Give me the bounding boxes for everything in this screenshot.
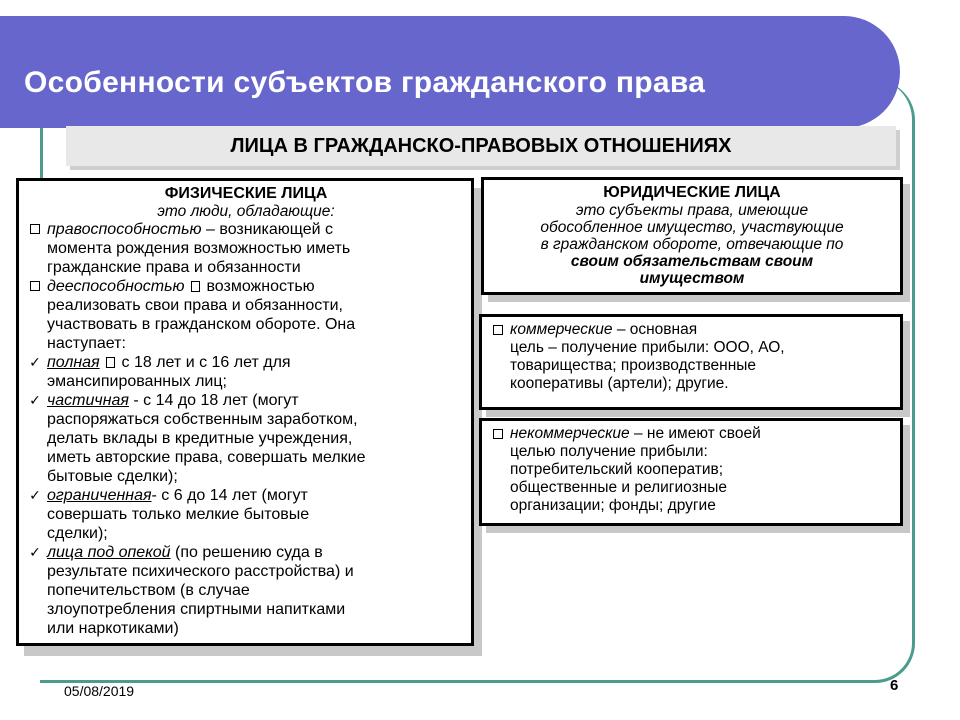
legal-persons-box bbox=[481, 177, 903, 295]
legal-title: ЮРИДИЧЕСКИЕ ЛИЦА bbox=[603, 184, 781, 201]
commercial-line-1: – основная bbox=[612, 321, 698, 338]
partial-item bbox=[27, 391, 465, 486]
physical-title: ФИЗИЧЕСКИЕ ЛИЦА bbox=[164, 185, 328, 202]
checkbox-icon bbox=[490, 321, 506, 339]
partial-line-1: - с 14 до 18 лет (могут bbox=[128, 392, 299, 409]
noncommercial-line-1: – не имеют своей bbox=[629, 425, 761, 442]
full-line-2: эмансипированных лиц; bbox=[47, 373, 227, 390]
noncommercial-line-4: общественные и религиозные bbox=[510, 479, 727, 496]
commercial-line-3: товарищества; производственные bbox=[510, 357, 757, 374]
capacity-line-2: момента рождения возможностью иметь bbox=[47, 240, 351, 257]
noncommercial-line-5: организации; фонды; другие bbox=[510, 497, 716, 514]
limited-line-2: совершать только мелкие бытовые bbox=[47, 506, 310, 523]
limited-line-3: сделки); bbox=[47, 525, 108, 542]
legal-desc-2: обособленное имущество, участвующие bbox=[540, 219, 844, 236]
partial-term: частичная bbox=[47, 392, 129, 409]
checkmark-icon: ✓ bbox=[29, 392, 41, 408]
slide-date: 05/08/2019 bbox=[64, 683, 135, 699]
limited-term: ограниченная bbox=[47, 487, 152, 504]
arrow-placeholder-icon bbox=[106, 357, 115, 368]
legal-desc-5: имуществом bbox=[639, 270, 745, 287]
checkbox-icon bbox=[490, 425, 506, 443]
guardianship-item bbox=[27, 543, 465, 638]
dispos-line-2: реализовать свои права и обязанности, bbox=[47, 297, 343, 314]
dispos-item bbox=[27, 277, 465, 353]
checkmark-icon: ✓ bbox=[29, 487, 41, 503]
dispos-line-1: возможностью bbox=[206, 278, 315, 295]
physical-subtitle: это люди, обладающие: bbox=[157, 203, 335, 220]
partial-line-5: бытовые сделки); bbox=[47, 468, 178, 485]
dispos-line-4: наступает: bbox=[47, 335, 126, 352]
noncommercial-term: некоммерческие bbox=[510, 425, 630, 442]
noncommercial-line-3: потребительский кооператив; bbox=[510, 461, 724, 478]
limited-item bbox=[27, 486, 465, 543]
limited-line-1: - с 6 до 14 лет (могут bbox=[151, 487, 308, 504]
commercial-line-2: цель – получение прибыли: ООО, АО, bbox=[510, 339, 785, 356]
dispos-line-3: участвовать в гражданском обороте. Она bbox=[47, 316, 356, 333]
frame-left-line bbox=[40, 128, 43, 180]
full-term: полная bbox=[47, 354, 100, 371]
guardianship-term: лица под опекой bbox=[47, 544, 171, 561]
guard-line-3: попечительством (в случае bbox=[47, 582, 250, 599]
commercial-box bbox=[479, 314, 903, 410]
guard-line-4: злоупотребления спиртными напитками bbox=[47, 601, 346, 618]
partial-line-4: иметь авторские права, совершать мелкие bbox=[47, 449, 366, 466]
dispos-term: дееспособностью bbox=[47, 278, 185, 295]
slide-title: Особенности субъектов гражданского права bbox=[24, 66, 706, 99]
legal-desc-4: своим обязательствам своим bbox=[570, 253, 814, 270]
arrow-placeholder-icon bbox=[191, 281, 200, 292]
page-number: 6 bbox=[890, 677, 899, 694]
section-heading: ЛИЦА В ГРАЖДАНСКО-ПРАВОВЫХ ОТНОШЕНИЯХ bbox=[66, 126, 896, 166]
capacity-line-1: – возникающей с bbox=[201, 221, 334, 238]
guard-line-2: результате психического расстройства) и bbox=[47, 563, 354, 580]
full-line-1: с 18 лет и с 16 лет для bbox=[121, 354, 291, 371]
full-item bbox=[27, 353, 465, 391]
legal-desc-3: в гражданском обороте, отвечающие по bbox=[540, 236, 844, 253]
checkbox-icon bbox=[27, 277, 43, 296]
physical-persons-box bbox=[16, 178, 474, 646]
commercial-line-4: кооперативы (артели); другие. bbox=[510, 375, 729, 392]
noncommercial-item bbox=[490, 425, 892, 515]
noncommercial-box bbox=[479, 418, 903, 526]
guard-line-1: (по решению суда в bbox=[170, 544, 323, 561]
checkmark-icon: ✓ bbox=[29, 544, 41, 560]
guard-line-5: или наркотиками) bbox=[47, 620, 179, 637]
partial-line-3: делать вклады в кредитные учреждения, bbox=[47, 430, 353, 447]
partial-line-2: распоряжаться собственным заработком, bbox=[47, 411, 358, 428]
checkbox-icon bbox=[27, 220, 43, 239]
commercial-term: коммерческие bbox=[510, 321, 613, 338]
noncommercial-line-2: целью получение прибыли: bbox=[510, 443, 708, 460]
capacity-term: правоспособностью bbox=[47, 221, 202, 238]
checkmark-icon: ✓ bbox=[29, 354, 41, 370]
capacity-item bbox=[27, 220, 465, 277]
commercial-item bbox=[490, 321, 892, 393]
legal-desc-1: это субъекты права, имеющие bbox=[575, 202, 809, 219]
capacity-line-3: гражданские права и обязанности bbox=[47, 259, 301, 276]
